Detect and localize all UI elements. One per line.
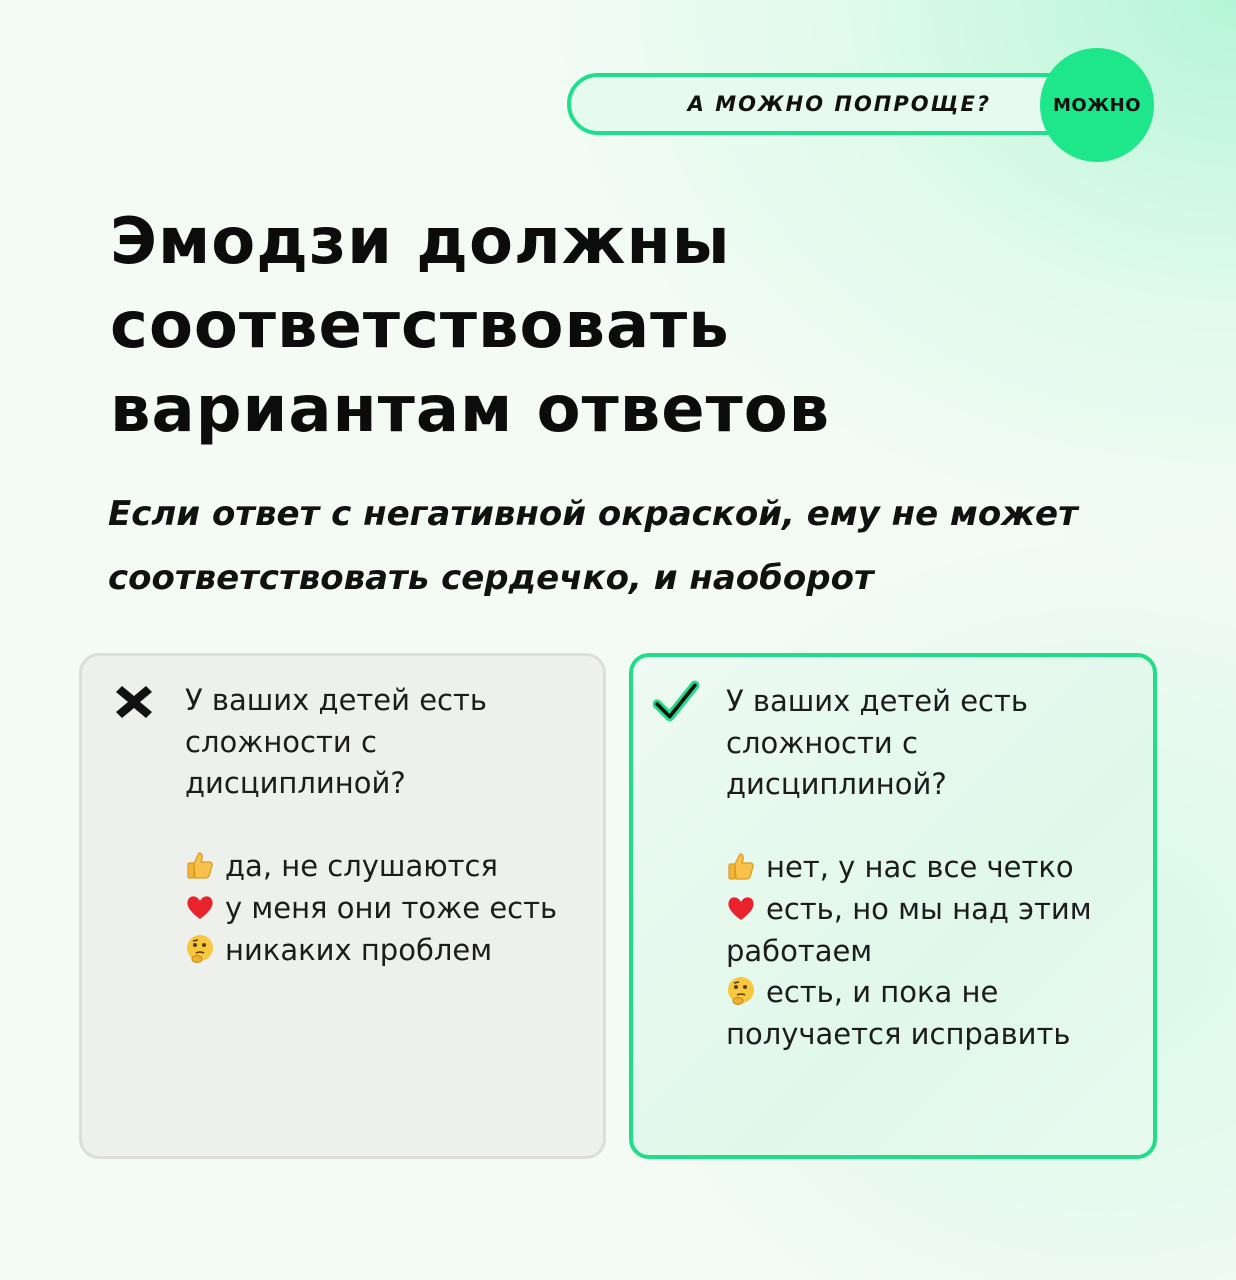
thumbs-up-emoji [726, 851, 756, 881]
poll-option [185, 888, 585, 930]
poll-option [185, 930, 585, 972]
page-title: Эмодзи должны соответствовать вариантам ответов [110, 205, 831, 447]
poll-question: У ваших детей есть сложности с дисциплиной? [726, 684, 1028, 802]
poll-option [726, 847, 1126, 889]
heart-emoji [185, 892, 215, 922]
heart-emoji [726, 893, 756, 923]
header-pill [567, 73, 1087, 135]
thinking-face-emoji [726, 976, 756, 1006]
poll-option-text: у меня они тоже есть [225, 890, 558, 925]
page-subtitle: Если ответ с негативной окраской, ему не может соответствовать сердечко, и наоборот [108, 494, 1078, 598]
poll-option [185, 846, 585, 888]
bad-example-card [79, 653, 606, 1159]
poll-option-text: есть, но мы над этим работаем [726, 891, 1092, 968]
bad-example-text [185, 680, 585, 971]
check-icon [653, 679, 699, 725]
poll-option-text: нет, у нас все четко [766, 850, 1074, 885]
poll-option-text: никаких проблем [225, 932, 493, 967]
cross-icon [112, 680, 156, 724]
poll-option-text: да, не слушаются [225, 849, 498, 884]
thinking-face-emoji [185, 934, 215, 964]
thumbs-up-emoji [185, 850, 215, 880]
good-example-card [629, 653, 1157, 1159]
good-example-text [726, 681, 1126, 1055]
poll-question: У ваших детей есть сложности с дисциплиной? [185, 683, 487, 801]
poll-option [726, 889, 1126, 972]
pill-label: А МОЖНО ПОПРОЩЕ? [687, 92, 991, 116]
poll-option [726, 972, 1126, 1055]
poll-option-text: есть, и пока не получается исправить [726, 975, 1071, 1051]
pill-badge: МОЖНО [1040, 48, 1154, 162]
